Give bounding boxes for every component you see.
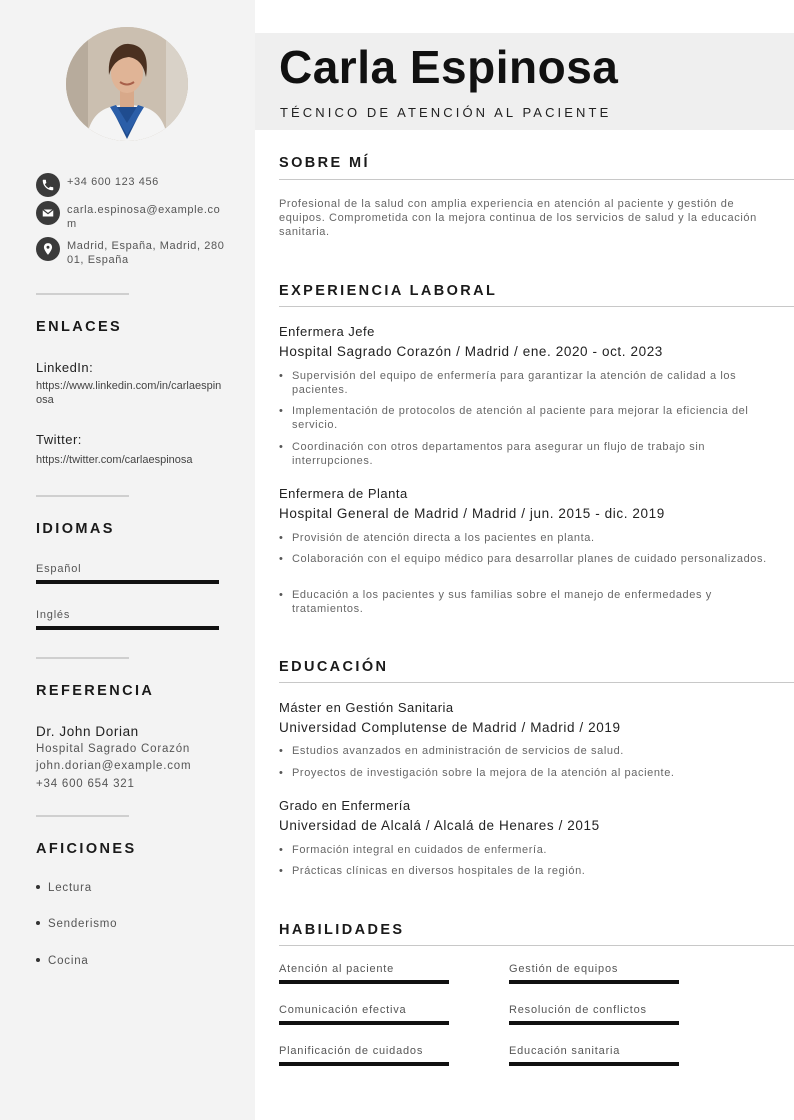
contact-address <box>36 237 226 267</box>
sidebar-divider <box>36 293 129 295</box>
skills-heading: HABILIDADES <box>279 922 405 938</box>
person-role: TÉCNICO DE ATENCIÓN AL PACIENTE <box>280 105 612 120</box>
education-bullet: • Proyectos de investigación sobre la mejora de la atención al paciente. <box>279 766 774 780</box>
skill-name: Resolución de conflictos <box>509 1004 647 1016</box>
about-text: Profesional de la salud con amplia experiencia en atención al paciente y gestión de equipos. Comprometida con la mejora continua de los servicios de salud y la educación sanitaria. <box>279 198 757 238</box>
skill-name: Atención al paciente <box>279 963 395 975</box>
reference-name: Dr. John Dorian <box>36 724 139 739</box>
languages-heading: IDIOMAS <box>36 521 115 537</box>
twitter-link[interactable]: https://twitter.com/carlaespinosa <box>36 454 193 466</box>
sidebar-divider <box>36 815 129 817</box>
language-name: Inglés <box>36 609 71 621</box>
job-subtitle: Hospital Sagrado Corazón / Madrid / ene. 2020 - oct. 2023 <box>279 344 663 359</box>
contact-email-text[interactable]: carla.espinosa@example.com <box>67 204 221 230</box>
education-subtitle: Universidad Complutense de Madrid / Madrid / 2019 <box>279 720 621 735</box>
reference-heading: REFERENCIA <box>36 683 155 699</box>
contact-address-text: Madrid, España, Madrid, 28001, España <box>67 240 225 266</box>
linkedin-label: LinkedIn: <box>36 360 94 375</box>
education-title: Grado en Enfermería <box>279 798 411 813</box>
reference-company: Hospital Sagrado Corazón <box>36 743 191 755</box>
hobby-label: Cocina <box>48 955 89 967</box>
contact-phone-text: +34 600 123 456 <box>67 176 159 188</box>
section-rule <box>279 306 794 307</box>
hobbies-heading: AFICIONES <box>36 841 137 857</box>
experience-heading: EXPERIENCIA LABORAL <box>279 283 498 299</box>
reference-email[interactable]: john.dorian@example.com <box>36 760 192 772</box>
profile-photo-image <box>66 27 188 141</box>
language-level-bar <box>36 626 219 630</box>
section-rule <box>279 179 794 180</box>
education-heading: EDUCACIÓN <box>279 659 389 675</box>
envelope-icon <box>36 201 60 225</box>
sidebar-divider <box>36 657 129 659</box>
job-bullet: • Colaboración con el equipo médico para desarrollar planes de cuidado personalizados. <box>279 552 774 566</box>
education-bullet: • Estudios avanzados en administración de servicios de salud. <box>279 744 774 758</box>
sidebar-divider <box>36 495 129 497</box>
education-bullet: • Prácticas clínicas en diversos hospitales de la región. <box>279 864 774 878</box>
job-subtitle: Hospital General de Madrid / Madrid / jun. 2015 - dic. 2019 <box>279 506 665 521</box>
skill-level-bar <box>279 980 449 984</box>
skill-name: Educación sanitaria <box>509 1045 621 1057</box>
skill-name: Gestión de equipos <box>509 963 619 975</box>
hobby-item <box>36 882 92 894</box>
job-bullet: • Educación a los pacientes y sus familias sobre el manejo de enfermedades y tratamientos. <box>279 588 774 616</box>
education-bullet: • Formación integral en cuidados de enfermería. <box>279 843 774 857</box>
job-bullet: • Implementación de protocolos de atención al paciente para mejorar la eficiencia del servicio. <box>279 404 774 432</box>
job-title: Enfermera Jefe <box>279 324 375 339</box>
bullet-icon <box>36 958 40 962</box>
bullet-icon <box>36 921 40 925</box>
contact-email <box>36 201 226 231</box>
skill-level-bar <box>509 1062 679 1066</box>
map-pin-icon <box>36 237 60 261</box>
language-name: Español <box>36 563 82 575</box>
contact-phone <box>36 173 226 197</box>
hobby-label: Lectura <box>48 882 92 894</box>
main-content <box>255 0 794 1120</box>
education-subtitle: Universidad de Alcalá / Alcalá de Henares / 2015 <box>279 818 600 833</box>
job-bullet: • Supervisión del equipo de enfermería para garantizar la atención de calidad a los pacientes. <box>279 369 774 397</box>
bullet-icon <box>36 885 40 889</box>
education-title: Máster en Gestión Sanitaria <box>279 700 454 715</box>
skill-name: Planificación de cuidados <box>279 1045 424 1057</box>
skill-level-bar <box>509 980 679 984</box>
profile-photo <box>66 27 188 141</box>
job-bullet: • Provisión de atención directa a los pacientes en planta. <box>279 531 774 545</box>
section-rule <box>279 945 794 946</box>
about-heading: SOBRE MÍ <box>279 155 370 171</box>
hobby-label: Senderismo <box>48 918 118 930</box>
linkedin-link[interactable]: https://www.linkedin.com/in/carlaespinosa <box>36 380 222 406</box>
phone-icon <box>36 173 60 197</box>
sidebar <box>0 0 255 1120</box>
hobby-item <box>36 955 89 967</box>
job-title: Enfermera de Planta <box>279 486 408 501</box>
reference-phone: +34 600 654 321 <box>36 778 135 790</box>
skill-level-bar <box>279 1021 449 1025</box>
links-heading: ENLACES <box>36 319 123 335</box>
language-level-bar <box>36 580 219 584</box>
twitter-label: Twitter: <box>36 432 82 447</box>
person-name: Carla Espinosa <box>279 41 619 93</box>
skill-level-bar <box>509 1021 679 1025</box>
job-bullet: • Coordinación con otros departamentos para asegurar un flujo de trabajo sin interrupciones. <box>279 440 774 468</box>
skill-level-bar <box>279 1062 449 1066</box>
skill-name: Comunicación efectiva <box>279 1004 407 1016</box>
section-rule <box>279 682 794 683</box>
hobby-item <box>36 918 117 930</box>
